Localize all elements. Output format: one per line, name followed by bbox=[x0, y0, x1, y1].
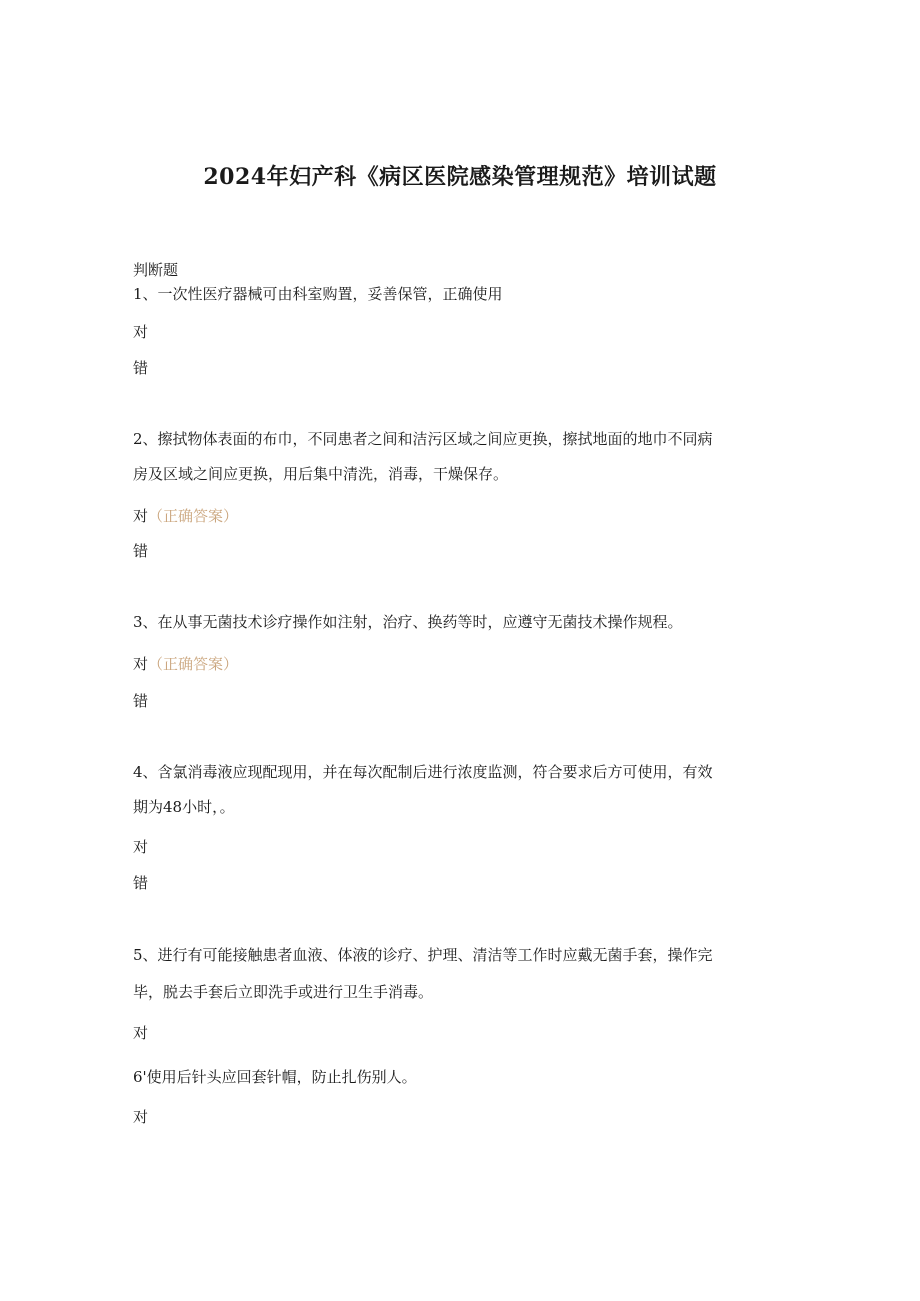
option-false[interactable] bbox=[133, 540, 148, 561]
option-label: 错 bbox=[133, 359, 149, 377]
section-label: 判断题 bbox=[133, 261, 179, 279]
option-false[interactable] bbox=[133, 357, 148, 378]
page-title: 2024年妇产科《病区医院感染管理规范》培训试题 bbox=[203, 164, 717, 190]
option-label: 错 bbox=[133, 874, 149, 892]
option-true[interactable] bbox=[133, 1106, 148, 1127]
question-text: 6'使用后针头应回套针帽，防止扎伤别人。 bbox=[133, 1068, 417, 1086]
question-text: 期为48小时，。 bbox=[133, 798, 235, 816]
question-text: 4、含氯消毒液应现配现用，并在每次配制后进行浓度监测，符合要求后方可使用，有效 bbox=[133, 763, 713, 781]
question-text: 房及区域之间应更换，用后集中清洗，消毒，干燥保存。 bbox=[133, 465, 509, 483]
option-false[interactable] bbox=[133, 690, 148, 711]
option-true[interactable] bbox=[133, 653, 238, 674]
correct-answer-mark: （正确答案） bbox=[148, 655, 239, 673]
question-text: 5、进行有可能接触患者血液、体液的诊疗、护理、清洁等工作时应戴无菌手套，操作完 bbox=[133, 946, 713, 964]
question-text: 毕，脱去手套后立即洗手或进行卫生手消毒。 bbox=[133, 983, 434, 1001]
option-label: 错 bbox=[133, 692, 149, 710]
option-true[interactable] bbox=[133, 836, 148, 857]
question-text: 2、擦拭物体表面的布巾，不同患者之间和洁污区域之间应更换，擦拭地面的地巾不同病 bbox=[133, 430, 713, 448]
option-label: 对 bbox=[133, 838, 149, 856]
question-text: 3、在从事无菌技术诊疗操作如注射，治疗、换药等时，应遵守无菌技术操作规程。 bbox=[133, 613, 683, 631]
option-label: 对 bbox=[133, 323, 149, 341]
option-true[interactable] bbox=[133, 321, 148, 342]
option-false[interactable] bbox=[133, 872, 148, 893]
option-true[interactable] bbox=[133, 505, 238, 526]
option-label: 对 bbox=[133, 655, 149, 673]
option-true[interactable] bbox=[133, 1022, 148, 1043]
option-label: 对 bbox=[133, 1108, 149, 1126]
correct-answer-mark: （正确答案） bbox=[148, 507, 239, 525]
option-label: 对 bbox=[133, 507, 149, 525]
option-label: 对 bbox=[133, 1024, 149, 1042]
option-label: 错 bbox=[133, 542, 149, 560]
question-text: 1、一次性医疗器械可由科室购置，妥善保管，正确使用 bbox=[133, 285, 503, 303]
